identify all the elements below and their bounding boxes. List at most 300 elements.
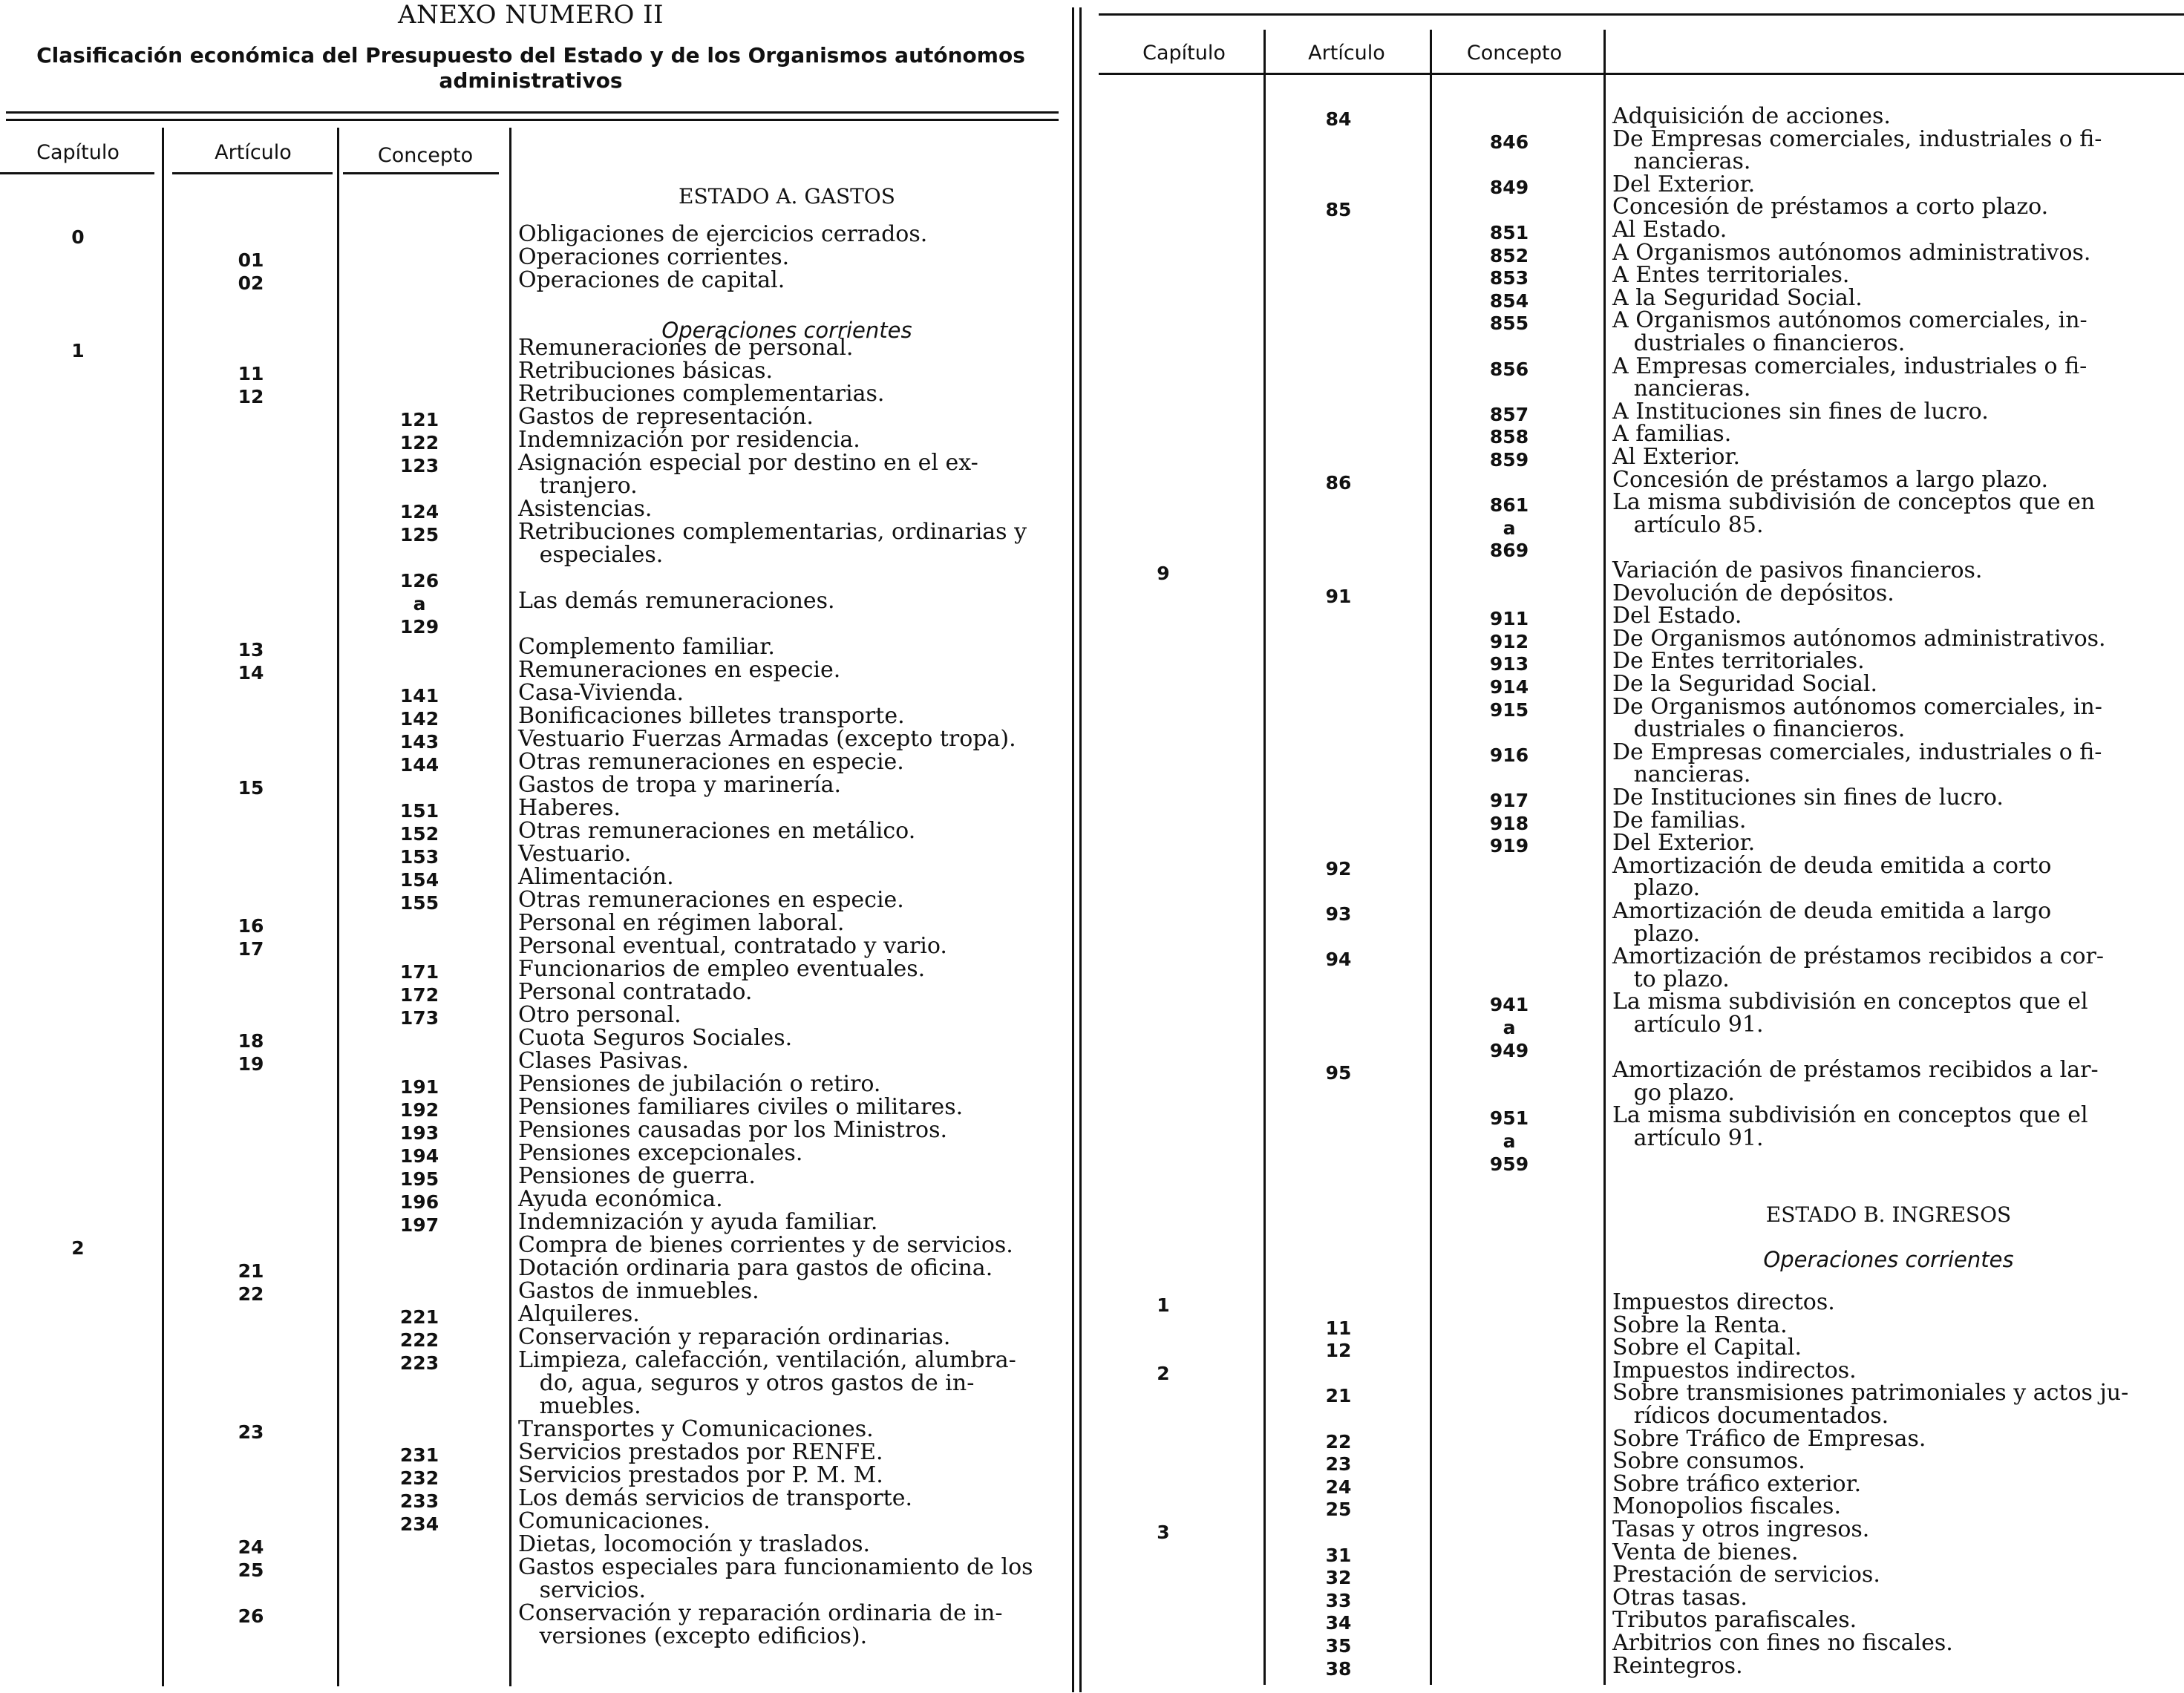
concepto-code: 172 xyxy=(399,984,439,1006)
concept-description: Indemnización por residencia. xyxy=(518,427,860,453)
concepto-code: 919 xyxy=(1489,835,1529,857)
table-row xyxy=(1091,1652,2184,1680)
concept-description: Indemnización y ayuda familiar. xyxy=(518,1209,878,1235)
header-underline xyxy=(0,172,154,174)
table-row xyxy=(1091,105,2184,128)
table-row xyxy=(0,1418,1062,1441)
concept-description: Conservación y reparación ordinarias. xyxy=(518,1324,951,1350)
table-row xyxy=(0,1602,1062,1648)
concepto-code: 221 xyxy=(399,1306,439,1328)
concept-description: Variación de pasivos financieros. xyxy=(1612,557,1983,583)
concepto-code: 142 xyxy=(399,708,439,730)
table-row xyxy=(0,451,1062,497)
table-row xyxy=(0,1257,1062,1280)
articulo-code: 02 xyxy=(238,272,264,294)
concept-description: Casa-Vivienda. xyxy=(518,680,684,706)
table-row xyxy=(1091,900,2184,946)
concepto-code: 126 a 129 xyxy=(399,570,439,638)
table-row xyxy=(0,1510,1062,1533)
concept-description: La misma subdivisión en conceptos que el artículo 91. xyxy=(1612,1102,2088,1151)
table-row xyxy=(1091,196,2184,219)
table-row xyxy=(0,1119,1062,1142)
table-row xyxy=(0,1441,1062,1464)
table-row xyxy=(1091,1337,2184,1360)
concept-description: Personal eventual, contratado y vario. xyxy=(518,933,947,959)
concept-description: Personal en régimen laboral. xyxy=(518,910,845,936)
articulo-code: 31 xyxy=(1325,1544,1352,1566)
articulo-code: 24 xyxy=(238,1536,264,1558)
table-row xyxy=(1091,1516,2184,1543)
concept-description: Sobre Tráfico de Empresas. xyxy=(1612,1425,1926,1452)
concept-description: Tasas y otros ingresos. xyxy=(1612,1516,1870,1542)
articulo-code: 19 xyxy=(238,1053,264,1075)
articulo-code: 12 xyxy=(238,386,264,407)
concepto-code: 222 xyxy=(399,1329,439,1351)
concepto-code: 917 xyxy=(1489,790,1529,811)
concepto-code: 191 xyxy=(399,1076,439,1098)
concept-description: Asistencias. xyxy=(518,496,653,522)
table-row xyxy=(1091,284,2184,312)
concepto-code: 859 xyxy=(1489,449,1529,471)
concept-description: Pensiones familiares civiles o militares. xyxy=(518,1094,964,1120)
concept-description: Servicios prestados por P. M. M. xyxy=(518,1462,883,1488)
concepto-code: 857 xyxy=(1489,403,1529,425)
articulo-code: 34 xyxy=(1325,1612,1352,1634)
concept-description: Dotación ordinaria para gastos de oficina. xyxy=(518,1255,993,1281)
section-heading-corrientes: Operaciones corrientes xyxy=(1763,1247,2014,1272)
concept-description: Las demás remuneraciones. xyxy=(518,588,835,614)
table-row xyxy=(1091,1493,2184,1521)
concepto-code: 141 xyxy=(399,685,439,707)
concepto-code: 846 xyxy=(1489,131,1529,153)
concepto-code: 195 xyxy=(399,1168,439,1190)
concepto-code: 915 xyxy=(1489,698,1529,721)
concepto-code: 854 xyxy=(1489,289,1529,312)
concept-description: Otro personal. xyxy=(518,1002,681,1028)
concepto-code: 151 xyxy=(399,800,439,822)
concept-description: Asignación especial por destino en el ex- tranjero. xyxy=(518,450,978,499)
concept-description: Concesión de préstamos a largo plazo. xyxy=(1612,466,2048,493)
concept-description: De Organismos autónomos comerciales, in- dustriales o financieros. xyxy=(1612,693,2102,743)
concept-description: Pensiones de jubilación o retiro. xyxy=(518,1071,881,1097)
table-row xyxy=(1091,1609,2184,1632)
header-rule xyxy=(6,111,1059,114)
concept-description: Monopolios fiscales. xyxy=(1612,1493,1841,1520)
table-row xyxy=(1091,1357,2184,1384)
table-row xyxy=(0,382,1062,405)
table-row xyxy=(1091,1470,2184,1498)
concept-description: Al Exterior. xyxy=(1612,444,1741,470)
concept-description: Otras tasas. xyxy=(1612,1584,1747,1611)
table-row xyxy=(0,703,1062,730)
concepto-code: 951 a 959 xyxy=(1489,1107,1529,1175)
table-row xyxy=(0,1188,1062,1211)
table-row xyxy=(1091,741,2184,787)
concept-description: Gastos de inmuebles. xyxy=(518,1278,759,1304)
articulo-code: 21 xyxy=(1325,1385,1352,1407)
table-row xyxy=(0,1165,1062,1188)
capitulo-code: 3 xyxy=(1157,1522,1170,1543)
articulo-code: 16 xyxy=(238,915,264,937)
concept-description: Compra de bienes corrientes y de servicios. xyxy=(518,1232,1013,1258)
concept-description: Otras remuneraciones en metálico. xyxy=(518,818,916,844)
concept-description: Sobre el Capital. xyxy=(1612,1335,1802,1361)
concept-description: Impuestos indirectos. xyxy=(1612,1357,1857,1383)
concepto-code: 914 xyxy=(1489,676,1529,698)
table-row xyxy=(1091,1448,2184,1476)
table-row xyxy=(1091,1632,2184,1655)
table-row xyxy=(0,1326,1062,1349)
table-row xyxy=(1091,219,2184,242)
concept-description: De la Seguridad Social. xyxy=(1612,671,1877,697)
concept-description: A Organismos autónomos comerciales, in- dustriales o financieros. xyxy=(1612,307,2087,356)
concept-description: Personal contratado. xyxy=(518,979,753,1005)
table-row xyxy=(1091,787,2184,810)
header-capitulo: Capítulo xyxy=(1142,42,1226,65)
table-row xyxy=(0,1349,1062,1418)
concept-description: Retribuciones complementarias, ordinarias y especiales. xyxy=(518,519,1027,568)
concept-description: Clases Pasivas. xyxy=(518,1048,689,1074)
table-row xyxy=(0,1025,1062,1052)
table-row xyxy=(0,1556,1062,1602)
concept-description: Servicios prestados por RENFE. xyxy=(518,1439,883,1465)
table-row xyxy=(1091,693,2184,743)
table-row xyxy=(1091,1104,2184,1173)
articulo-code: 93 xyxy=(1325,903,1352,925)
table-row xyxy=(0,223,1062,246)
header-underline xyxy=(172,172,333,174)
articulo-code: 91 xyxy=(1325,585,1352,607)
concepto-code: 194 xyxy=(399,1145,439,1167)
articulo-code: 25 xyxy=(238,1559,264,1581)
concept-description: De Empresas comerciales, industriales o fi- nancieras. xyxy=(1612,739,2102,788)
header-underline xyxy=(343,172,499,174)
concept-description: De Instituciones sin fines de lucro. xyxy=(1612,785,2004,811)
table-row xyxy=(1091,807,2184,834)
concept-description: Funcionarios de empleo eventuales. xyxy=(518,956,926,982)
table-row xyxy=(1091,1425,2184,1453)
table-row xyxy=(1091,307,2184,356)
articulo-code: 11 xyxy=(1325,1317,1352,1339)
concept-description: Vestuario. xyxy=(518,841,632,867)
table-row xyxy=(1091,446,2184,469)
table-row xyxy=(0,887,1062,914)
header-capitulo: Capítulo xyxy=(36,141,120,164)
concepto-code: 861 a 869 xyxy=(1489,494,1529,562)
header-underline xyxy=(1099,73,2184,75)
table-row xyxy=(0,864,1062,891)
concept-description: Otras remuneraciones en especie. xyxy=(518,749,904,775)
table-row xyxy=(0,1280,1062,1303)
section-heading-ingresos: ESTADO B. INGRESOS xyxy=(1765,1202,2012,1227)
table-row xyxy=(1091,580,2184,607)
concept-description: Gastos de representación. xyxy=(518,404,814,430)
concepto-code: 232 xyxy=(399,1467,439,1489)
concept-description: Complemento familiar. xyxy=(518,634,775,660)
concept-description: Sobre la Renta. xyxy=(1612,1311,1788,1338)
right-column xyxy=(1091,0,2184,1693)
concept-description: Amortización de préstamos recibidos a cor- to plazo. xyxy=(1612,943,2104,992)
table-row xyxy=(0,1303,1062,1326)
concept-description: Del Estado. xyxy=(1612,603,1742,629)
concept-description: De familias. xyxy=(1612,807,1747,834)
table-row xyxy=(1091,1311,2184,1339)
concepto-code: 849 xyxy=(1489,176,1529,198)
concepto-code: 152 xyxy=(399,823,439,845)
concepto-code: 856 xyxy=(1489,358,1529,380)
header-articulo: Artículo xyxy=(1308,42,1385,65)
concept-description: A familias. xyxy=(1612,421,1732,448)
concept-description: Retribuciones complementarias. xyxy=(518,381,885,407)
table-row xyxy=(1091,557,2184,584)
articulo-code: 23 xyxy=(1325,1453,1352,1476)
concepto-code: 123 xyxy=(399,455,439,477)
concepto-code: 144 xyxy=(399,754,439,776)
concepto-code: 125 xyxy=(399,524,439,546)
concept-description: Del Exterior. xyxy=(1612,830,1756,857)
table-row xyxy=(0,1049,1062,1073)
table-row xyxy=(1091,1539,2184,1566)
capitulo-code: 0 xyxy=(71,226,85,248)
concept-description: Impuestos directos. xyxy=(1612,1289,1835,1315)
header-articulo: Artículo xyxy=(215,141,292,164)
concept-description: Sobre consumos. xyxy=(1612,1448,1805,1475)
articulo-code: 13 xyxy=(238,639,264,661)
table-row xyxy=(0,634,1062,661)
concept-description: Tributos parafiscales. xyxy=(1612,1607,1857,1634)
table-row xyxy=(0,336,1062,359)
table-row xyxy=(0,246,1062,269)
concepto-code: 234 xyxy=(399,1513,439,1535)
table-row xyxy=(0,1142,1062,1165)
concept-description: Comunicaciones. xyxy=(518,1508,710,1534)
section-heading-corrientes: Operaciones corrientes xyxy=(661,318,912,343)
section-heading-gastos: ESTADO A. GASTOS xyxy=(679,184,895,209)
header-rule xyxy=(1099,13,2184,16)
concept-description: Alimentación. xyxy=(518,864,674,890)
articulo-code: 23 xyxy=(238,1421,264,1443)
table-row xyxy=(1091,491,2184,560)
table-row xyxy=(0,405,1062,428)
table-row xyxy=(1091,1059,2184,1104)
concept-description: De Organismos autónomos administrativos. xyxy=(1612,625,2106,652)
articulo-code: 95 xyxy=(1325,1062,1352,1084)
concepto-code: 173 xyxy=(399,1007,439,1029)
table-row xyxy=(0,1234,1062,1257)
concept-description: De Empresas comerciales, industriales o fi- nancieras. xyxy=(1612,125,2102,175)
articulo-code: 22 xyxy=(238,1283,264,1305)
table-row xyxy=(1091,852,2184,902)
table-row xyxy=(0,979,1062,1006)
table-row xyxy=(1091,1564,2184,1587)
concept-description: Reintegros. xyxy=(1612,1652,1743,1679)
concept-description: Operaciones corrientes. xyxy=(518,244,790,270)
concept-description: Ayuda económica. xyxy=(518,1186,723,1212)
concept-description: A Organismos autónomos administrativos. xyxy=(1612,239,2091,266)
concepto-code: 853 xyxy=(1489,267,1529,289)
articulo-code: 38 xyxy=(1325,1657,1352,1680)
table-row xyxy=(0,772,1062,799)
table-row xyxy=(1091,625,2184,652)
concepto-code: 197 xyxy=(399,1214,439,1236)
page-divider xyxy=(1079,7,1082,1692)
concept-description: A Empresas comerciales, industriales o fi- nancieras. xyxy=(1612,353,2087,402)
concept-description: Alquileres. xyxy=(518,1301,640,1327)
concept-description: Devolución de depósitos. xyxy=(1612,580,1894,606)
articulo-code: 11 xyxy=(238,363,264,384)
table-row xyxy=(0,1073,1062,1096)
concepto-code: 192 xyxy=(399,1099,439,1121)
concept-description: A Entes territoriales. xyxy=(1612,262,1850,289)
articulo-code: 21 xyxy=(238,1260,264,1282)
annex-title: ANEXO NUMERO II xyxy=(397,0,664,30)
concept-description: Operaciones de capital. xyxy=(518,267,785,293)
concept-description: Prestación de servicios. xyxy=(1612,1562,1880,1588)
concept-description: Otras remuneraciones en especie. xyxy=(518,887,904,913)
table-row xyxy=(1091,1291,2184,1314)
concept-description: Conservación y reparación ordinaria de in- versiones (excepto edificios). xyxy=(518,1600,1003,1649)
concept-description: Al Estado. xyxy=(1612,217,1727,243)
table-row xyxy=(1091,239,2184,266)
table-row xyxy=(1091,650,2184,673)
table-row xyxy=(0,359,1062,382)
header-concepto: Concepto xyxy=(377,144,474,167)
header-concepto: Concepto xyxy=(1466,42,1563,65)
concept-description: Amortización de deuda emitida a largo plazo. xyxy=(1612,898,2052,947)
articulo-code: 32 xyxy=(1325,1567,1352,1589)
table-row xyxy=(0,818,1062,845)
concept-description: De Entes territoriales. xyxy=(1612,648,1865,675)
concept-description: A la Seguridad Social. xyxy=(1612,284,1863,311)
capitulo-code: 9 xyxy=(1157,563,1170,584)
table-row xyxy=(0,520,1062,566)
articulo-code: 84 xyxy=(1325,108,1352,130)
concepto-code: 122 xyxy=(399,432,439,453)
concept-description: Transportes y Comunicaciones. xyxy=(518,1416,874,1442)
table-row xyxy=(0,566,1062,638)
table-row xyxy=(0,933,1062,960)
articulo-code: 01 xyxy=(238,249,264,271)
articulo-code: 12 xyxy=(1325,1340,1352,1362)
concepto-code: 193 xyxy=(399,1122,439,1144)
articulo-code: 33 xyxy=(1325,1589,1352,1611)
capitulo-code: 1 xyxy=(1157,1294,1170,1316)
concepto-code: 911 xyxy=(1489,608,1529,630)
concept-description: Venta de bienes. xyxy=(1612,1539,1799,1565)
concept-description: Bonificaciones billetes transporte. xyxy=(518,703,905,729)
concepto-code: 913 xyxy=(1489,653,1529,675)
concept-description: Del Exterior. xyxy=(1612,171,1756,197)
concepto-code: 855 xyxy=(1489,312,1529,335)
concept-description: Pensiones de guerra. xyxy=(518,1163,756,1189)
page-divider xyxy=(1072,7,1074,1692)
table-row xyxy=(0,680,1062,707)
concept-description: Remuneraciones de personal. xyxy=(518,335,854,361)
annex-subtitle: Clasificación económica del Presupuesto del Estado y de los Organismos autónomos administrativos xyxy=(36,43,1025,93)
concepto-code: 155 xyxy=(399,892,439,914)
articulo-code: 14 xyxy=(238,662,264,684)
capitulo-code: 2 xyxy=(71,1237,85,1259)
concepto-code: 233 xyxy=(399,1490,439,1512)
articulo-code: 22 xyxy=(1325,1430,1352,1453)
concept-description: Gastos de tropa y marinería. xyxy=(518,772,842,798)
concepto-code: 124 xyxy=(399,501,439,523)
concept-description: Arbitrios con fines no fiscales. xyxy=(1612,1630,1953,1656)
articulo-code: 35 xyxy=(1325,1635,1352,1657)
concepto-code: 912 xyxy=(1489,630,1529,652)
concepto-code: 852 xyxy=(1489,244,1529,266)
table-row xyxy=(1091,466,2184,494)
table-row xyxy=(1091,353,2184,402)
concept-description: Pensiones excepcionales. xyxy=(518,1140,803,1166)
concept-description: Limpieza, calefacción, ventilación, alumbra- do, agua, seguros y otros gastos de in- muebles. xyxy=(518,1347,1016,1419)
concept-description: Pensiones causadas por los Ministros. xyxy=(518,1117,948,1143)
table-row xyxy=(0,496,1062,523)
concept-description: A Instituciones sin fines de lucro. xyxy=(1612,398,1989,425)
concept-description: Amortización de deuda emitida a corto plazo. xyxy=(1612,852,2052,902)
articulo-code: 86 xyxy=(1325,471,1352,494)
capitulo-code: 1 xyxy=(71,340,85,361)
table-row xyxy=(0,1002,1062,1029)
table-row xyxy=(0,1464,1062,1487)
concepto-code: 851 xyxy=(1489,222,1529,243)
table-row xyxy=(1091,605,2184,628)
table-row xyxy=(0,1533,1062,1556)
concepto-code: 231 xyxy=(399,1444,439,1466)
concept-description: Cuota Seguros Sociales. xyxy=(518,1025,793,1051)
table-row xyxy=(1091,398,2184,425)
articulo-code: 18 xyxy=(238,1030,264,1052)
concept-description: La misma subdivisión en conceptos que el artículo 91. xyxy=(1612,989,2088,1038)
table-row xyxy=(0,269,1062,292)
table-row xyxy=(1091,1382,2184,1427)
concepto-code: 121 xyxy=(399,409,439,430)
table-row xyxy=(1091,1584,2184,1611)
articulo-code: 94 xyxy=(1325,949,1352,971)
table-row xyxy=(0,1211,1062,1234)
articulo-code: 25 xyxy=(1325,1499,1352,1521)
table-row xyxy=(0,841,1062,868)
table-row xyxy=(1091,673,2184,696)
concept-description: Remuneraciones en especie. xyxy=(518,657,841,683)
table-row xyxy=(0,795,1062,822)
concepto-code: 196 xyxy=(399,1191,439,1213)
concept-description: Vestuario Fuerzas Armadas (excepto tropa). xyxy=(518,726,1016,752)
concepto-code: 918 xyxy=(1489,812,1529,834)
left-column xyxy=(0,0,1062,1693)
concept-description: Obligaciones de ejercicios cerrados. xyxy=(518,221,928,247)
table-row xyxy=(1091,832,2184,855)
header-rule xyxy=(6,119,1059,121)
table-row xyxy=(0,1096,1062,1119)
table-row xyxy=(0,428,1062,451)
table-row xyxy=(1091,423,2184,446)
table-row xyxy=(0,1487,1062,1510)
table-row xyxy=(0,956,1062,983)
concept-description: Gastos especiales para funcionamiento de los servicios. xyxy=(518,1554,1033,1603)
articulo-code: 85 xyxy=(1325,199,1352,221)
concept-description: Sobre tráfico exterior. xyxy=(1612,1470,1862,1497)
table-row xyxy=(1091,264,2184,287)
concept-description: La misma subdivisión de conceptos que en artículo 85. xyxy=(1612,489,2096,538)
concepto-code: 916 xyxy=(1489,744,1529,766)
table-row xyxy=(0,749,1062,776)
concepto-code: 941 a 949 xyxy=(1489,994,1529,1061)
concept-description: Sobre transmisiones patrimoniales y actos ju- rídicos documentados. xyxy=(1612,1380,2129,1429)
concept-description: Retribuciones básicas. xyxy=(518,358,774,384)
concept-description: Concesión de préstamos a corto plazo. xyxy=(1612,194,2049,220)
concepto-code: 858 xyxy=(1489,426,1529,448)
